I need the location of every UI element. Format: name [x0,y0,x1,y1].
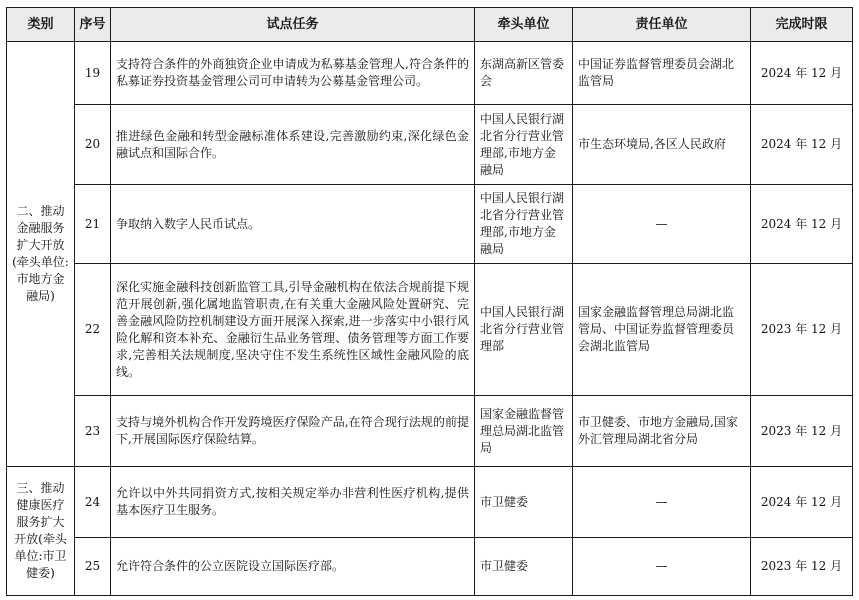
responsible-unit-cell: 国家金融监督管理总局湖北监管局、中国证券监督管理委员会湖北监管局 [573,264,751,396]
deadline-cell: 2023 年 12 月 [751,396,853,467]
row-number: 24 [75,467,111,538]
table-row [7,105,853,185]
empty-dash: — [655,216,668,231]
lead-unit-cell: 国家金融监督管理总局湖北监管局 [475,396,573,467]
table-row [7,396,853,467]
header-deadline: 完成时限 [751,8,853,42]
category-cell-finance: 二、推动金融服务扩大开放(牵头单位:市地方金融局) [7,42,75,467]
responsible-unit-cell: 中国证券监督管理委员会湖北监管局 [573,42,751,105]
row-number: 25 [75,538,111,596]
row-number: 23 [75,396,111,467]
header-task: 试点任务 [111,8,475,42]
row-number: 19 [75,42,111,105]
header-lead-unit: 牵头单位 [475,8,573,42]
table-row [7,42,853,105]
responsible-unit-cell [573,538,751,596]
deadline-cell: 2024 年 12 月 [751,185,853,264]
table-row [7,185,853,264]
row-number: 22 [75,264,111,396]
task-cell: 允许符合条件的公立医院设立国际医疗部。 [111,538,475,596]
task-cell: 支持符合条件的外商独资企业申请成为私募基金管理人,符合条件的私募证券投资基金管理公司可申请转为公募基金管理公司。 [111,42,475,105]
lead-unit-cell: 市卫健委 [475,538,573,596]
task-cell: 允许以中外共同捐资方式,按相关规定举办非营利性医疗机构,提供基本医疗卫生服务。 [111,467,475,538]
responsible-unit-cell [573,467,751,538]
responsible-unit-cell: 市生态环境局,各区人民政府 [573,105,751,185]
header-category: 类别 [7,8,75,42]
task-cell: 推进绿色金融和转型金融标准体系建设,完善激励约束,深化绿色金融试点和国际合作。 [111,105,475,185]
row-number: 21 [75,185,111,264]
header-number: 序号 [75,8,111,42]
responsible-unit-cell: 市卫健委、市地方金融局,国家外汇管理局湖北省分局 [573,396,751,467]
pilot-task-table [6,7,853,596]
responsible-unit-cell [573,185,751,264]
category-cell-health: 三、推动健康医疗服务扩大开放(牵头单位:市卫健委) [7,467,75,596]
empty-dash: — [655,559,668,573]
row-number: 20 [75,105,111,185]
lead-unit-cell: 中国人民银行湖北省分行营业管理部,市地方金融局 [475,105,573,185]
deadline-cell: 2023 年 12 月 [751,538,853,596]
lead-unit-cell: 市卫健委 [475,467,573,538]
table-row [7,264,853,396]
deadline-cell: 2024 年 12 月 [751,42,853,105]
task-cell: 深化实施金融科技创新监管工具,引导金融机构在依法合规前提下规范开展创新,强化属地监管职责,在有关重大金融风险处置研究、完善金融风险防控机制建设方面开展深入探索,进一步落实中小银行风险化解和资本补充、金融衍生品业务管理、债务管理等方面工作要求,完善相关法规制度,坚决守住不发生系统性区域性金融风险的底线。 [111,264,475,396]
lead-unit-cell: 中国人民银行湖北省分行营业管理部,市地方金融局 [475,185,573,264]
task-cell: 争取纳入数字人民币试点。 [111,185,475,264]
header-row [7,8,853,42]
deadline-cell: 2024 年 12 月 [751,467,853,538]
lead-unit-cell: 东湖高新区管委会 [475,42,573,105]
task-cell: 支持与境外机构合作开发跨境医疗保险产品,在符合现行法规的前提下,开展国际医疗保险结算。 [111,396,475,467]
table-row [7,538,853,596]
header-responsible-unit: 责任单位 [573,8,751,42]
lead-unit-cell: 中国人民银行湖北省分行营业管理部 [475,264,573,396]
empty-dash: — [655,494,668,509]
deadline-cell: 2023 年 12 月 [751,264,853,396]
table-row [7,467,853,538]
deadline-cell: 2024 年 12 月 [751,105,853,185]
